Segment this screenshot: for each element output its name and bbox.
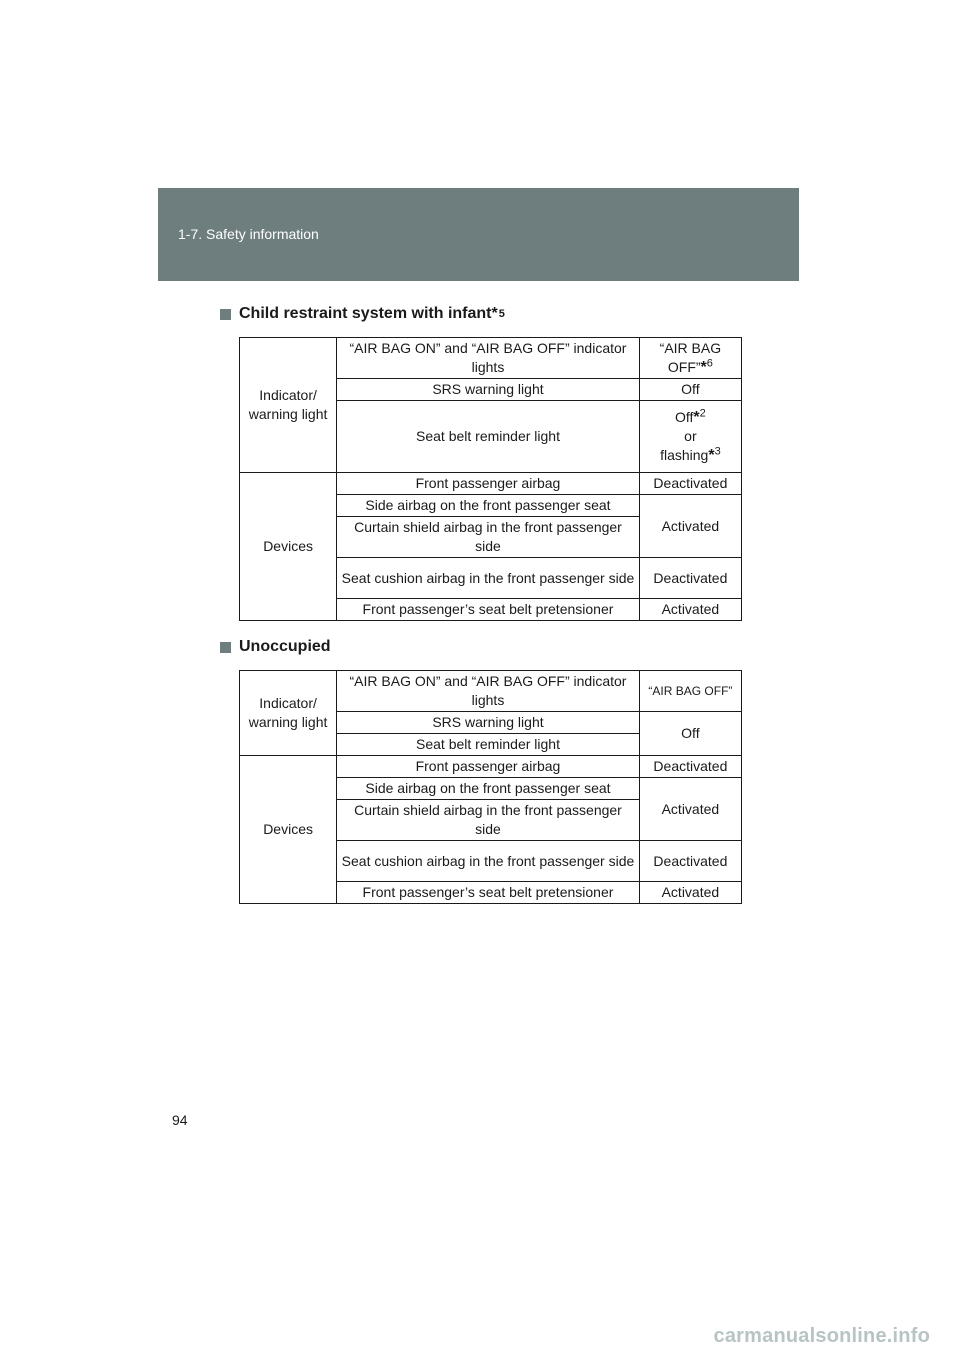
side-airbag: Side airbag on the front passenger seat bbox=[337, 495, 640, 517]
curtain-shield-airbag: Curtain shield airbag in the front passenger side bbox=[337, 800, 640, 841]
page-number: 94 bbox=[172, 1112, 188, 1128]
indicator-label: Indicator/ warning light bbox=[240, 338, 337, 473]
devices-label: Devices bbox=[240, 473, 337, 621]
airbag-indicator-lights: “AIR BAG ON” and “AIR BAG OFF” indicator lights bbox=[337, 338, 640, 379]
curtain-shield-airbag: Curtain shield airbag in the front passenger side bbox=[337, 517, 640, 558]
infant-status-table bbox=[239, 337, 742, 621]
seat-belt-reminder-light: Seat belt reminder light bbox=[337, 734, 640, 756]
unoccupied-status-table bbox=[239, 670, 742, 904]
square-bullet-icon bbox=[220, 309, 231, 320]
front-passenger-airbag-value: Deactivated bbox=[639, 473, 741, 495]
side-curtain-value: Activated bbox=[639, 495, 741, 558]
footnote-ref: 5 bbox=[498, 308, 505, 320]
section-header-band bbox=[158, 188, 799, 281]
pretensioner-value: Activated bbox=[639, 882, 741, 904]
srs-warning-light: SRS warning light bbox=[337, 712, 640, 734]
seat-belt-reminder-light: Seat belt reminder light bbox=[337, 401, 640, 473]
seat-cushion-airbag: Seat cushion airbag in the front passenger side bbox=[337, 558, 640, 599]
seat-cushion-airbag: Seat cushion airbag in the front passenger side bbox=[337, 841, 640, 882]
seat-belt-reminder-value: Off*$^2$ or flashing*$^3$ bbox=[639, 401, 741, 473]
side-curtain-value: Activated bbox=[639, 778, 741, 841]
front-passenger-airbag: Front passenger airbag bbox=[337, 756, 640, 778]
airbag-indicator-value: “AIR BAG OFF” bbox=[639, 671, 741, 712]
seat-cushion-value: Deactivated bbox=[639, 841, 741, 882]
indicator-label: Indicator/ warning light bbox=[240, 671, 337, 756]
seat-belt-pretensioner: Front passenger’s seat belt pretensioner bbox=[337, 599, 640, 621]
section-title-text: Unoccupied bbox=[239, 638, 331, 655]
airbag-indicator-lights: “AIR BAG ON” and “AIR BAG OFF” indicator lights bbox=[337, 671, 640, 712]
asterisk-icon: * bbox=[491, 305, 498, 322]
srs-warning-light: SRS warning light bbox=[337, 379, 640, 401]
section-title-infant bbox=[220, 305, 505, 323]
section-title-unoccupied bbox=[220, 638, 331, 656]
section-label: 1-7. Safety information bbox=[178, 226, 319, 242]
airbag-indicator-value: “AIR BAG OFF”*$^6$ bbox=[639, 338, 741, 379]
section-title-text: Child restraint system with infant bbox=[239, 305, 492, 322]
srs-warning-value: Off bbox=[639, 379, 741, 401]
side-airbag: Side airbag on the front passenger seat bbox=[337, 778, 640, 800]
devices-label: Devices bbox=[240, 756, 337, 904]
square-bullet-icon bbox=[220, 642, 231, 653]
pretensioner-value: Activated bbox=[639, 599, 741, 621]
front-passenger-airbag: Front passenger airbag bbox=[337, 473, 640, 495]
seat-belt-pretensioner: Front passenger’s seat belt pretensioner bbox=[337, 882, 640, 904]
front-passenger-airbag-value: Deactivated bbox=[639, 756, 741, 778]
seat-cushion-value: Deactivated bbox=[639, 558, 741, 599]
srs-seatbelt-value: Off bbox=[639, 712, 741, 756]
watermark: carmanualsonline.info bbox=[713, 1325, 930, 1347]
